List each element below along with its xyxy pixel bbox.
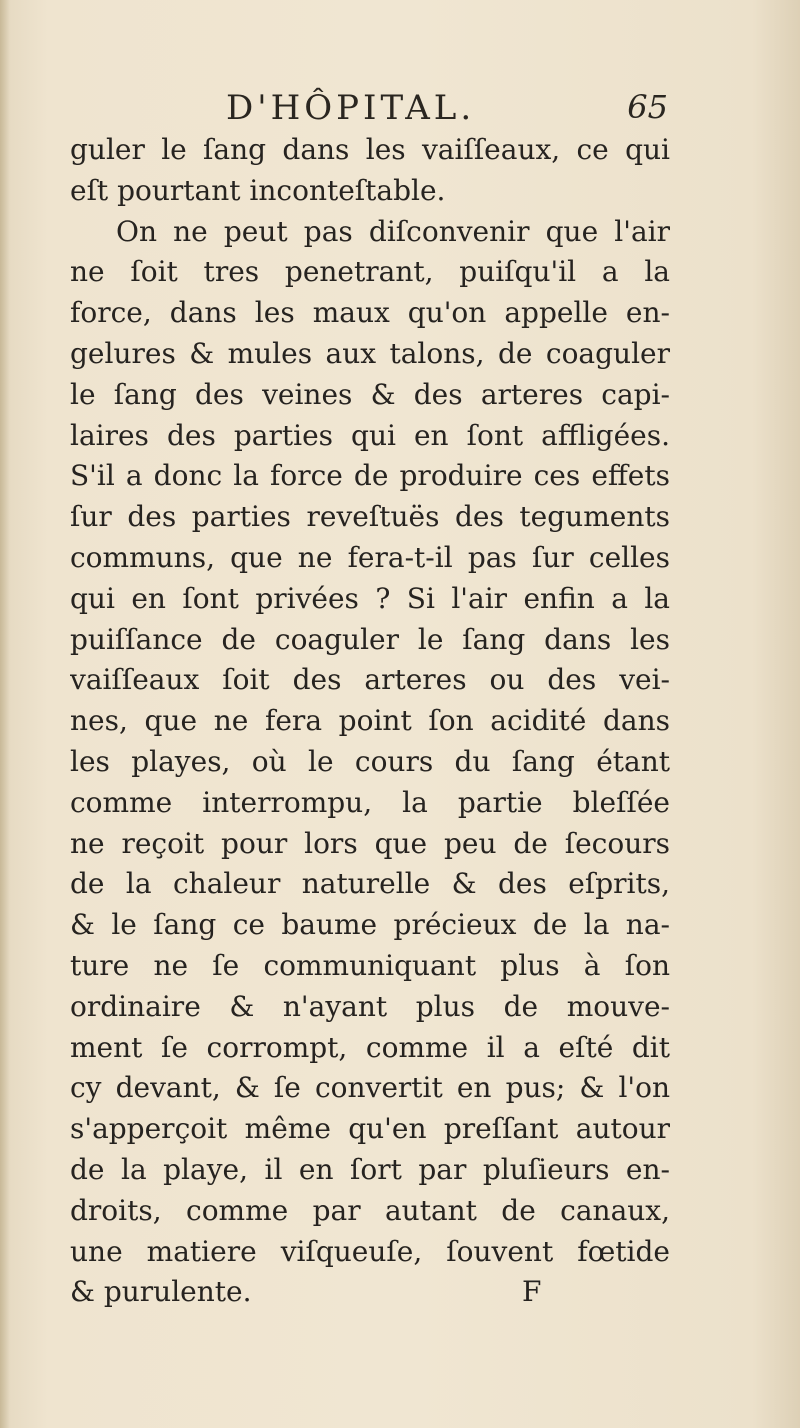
page-number: 65 [627,88,668,126]
text-line: ment ſe corrompt, comme il a eſté dit [70,1030,670,1064]
text-line: de la chaleur naturelle & des eſprits, [70,867,670,901]
text-line: les playes, où le cours du ſang étant [70,744,670,778]
signature-mark: F [522,1275,542,1309]
text-line: eſt pourtant inconteſtable. [70,173,446,207]
body-text [70,130,670,1313]
page-header [70,88,670,136]
text-line: laires des parties qui en ſont affligées. [70,418,670,452]
text-line: & le ſang ce baume précieux de la na- [70,908,670,942]
text-line: ordinaire & n'ayant plus de mouve- [70,989,670,1023]
text-line: nes, que ne fera point ſon acidité dans [70,704,670,738]
text-line: ture ne ſe communiquant plus à ſon [70,948,670,982]
text-line: cy devant, & ſe convertit en pus; & l'on [70,1071,670,1105]
page-edge-shadow [0,0,10,1428]
text-line: ſur des parties reveſtuës des teguments [70,500,670,534]
text-line: force, dans les maux qu'on appelle en- [70,296,670,330]
text-line-final [70,1272,670,1313]
text-line: qui en ſont privées ? Si l'air enfin a la [70,581,670,615]
running-head: D'HÔPITAL. [226,88,476,128]
text-line: ne reçoit pour lors que peu de ſecours [70,826,670,860]
text-line: droits, comme par autant de canaux, [70,1193,670,1227]
text-line: On ne peut pas diſconvenir que l'air [116,214,670,248]
text-line: comme interrompu, la partie bleſſée [70,785,670,819]
text-line: vaiſſeaux ſoit des arteres ou des vei- [70,663,670,697]
text-line: gelures & mules aux talons, de coaguler [70,336,670,370]
text-line: une matiere viſqueuſe, ſouvent fœtide [70,1234,670,1268]
final-phrase: & purulente. [70,1275,252,1309]
text-line: communs, que ne fera-t-il pas ſur celles [70,540,670,574]
text-line: s'apperçoit même qu'en preſſant autour [70,1112,670,1146]
text-line: de la playe, il en ſort par pluſieurs en- [70,1152,670,1186]
text-line: puiſſance de coaguler le ſang dans les [70,622,670,656]
text-line: ne ſoit tres penetrant, puiſqu'il a la [70,255,670,289]
text-line: guler le ſang dans les vaiſſeaux, ce qui [70,133,670,166]
text-line: le ſang des veines & des arteres capi- [70,377,670,411]
text-line: S'il a donc la force de produire ces effets [70,459,670,493]
